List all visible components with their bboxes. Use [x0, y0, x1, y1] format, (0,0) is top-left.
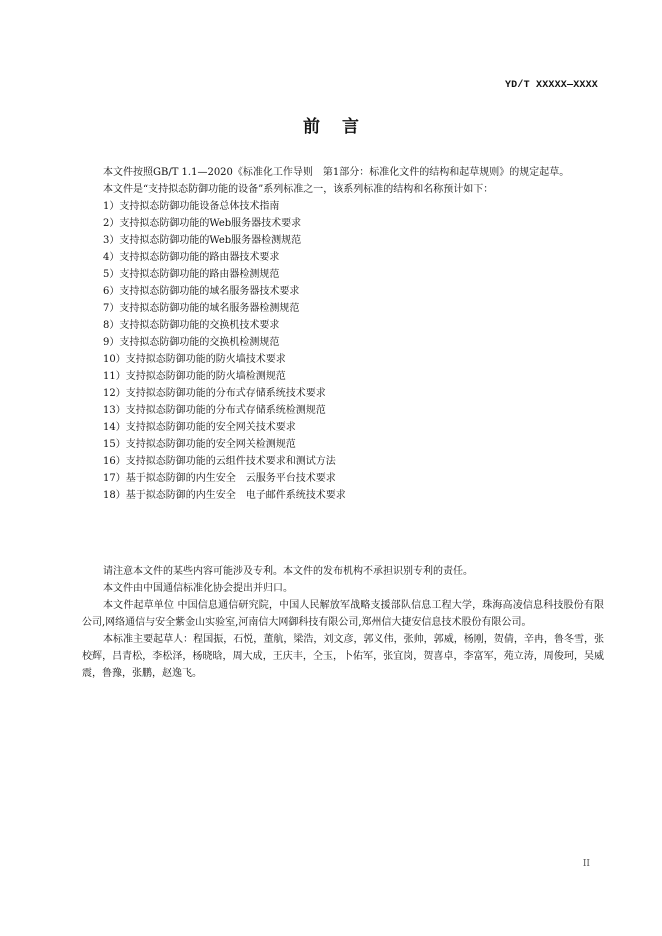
list-item: 13）支持拟态防御功能的分布式存储系统检测规范: [103, 405, 326, 416]
drafting-units: 本文件起草单位 中国信息通信研究院，中国人民解放军战略支援部队信息工程大学，珠海高凌信息科技股份有限公司,网络通信与安全紫金山实验室,河南信大网御科技有限公司,郑州信大捷安信息技术股份有限公司。: [82, 600, 604, 628]
list-item: 15）支持拟态防御功能的安全网关检测规范: [103, 439, 296, 450]
foreword-closing: [82, 563, 604, 682]
list-item: 17）基于拟态防御的内生安全 云服务平台技术要求: [103, 473, 336, 484]
series-list: [82, 198, 604, 504]
list-item: 10）支持拟态防御功能的防火墙技术要求: [103, 354, 286, 365]
page-number: II: [582, 859, 590, 869]
list-item: 14）支持拟态防御功能的安全网关技术要求: [103, 422, 296, 433]
list-item: 7）支持拟态防御功能的域名服务器检测规范: [103, 303, 300, 314]
intro-paragraph-2: 本文件是“支持拟态防御功能的设备”系列标准之一，该系列标准的结构和名称预计如下：: [103, 184, 494, 195]
document-code: YD/T XXXXX—XXXX: [504, 80, 598, 91]
list-item: 12）支持拟态防御功能的分布式存储系统技术要求: [103, 388, 326, 399]
list-item: 5）支持拟态防御功能的路由器检测规范: [103, 269, 280, 280]
list-item: 9）支持拟态防御功能的交换机检测规范: [103, 337, 280, 348]
list-item: 18）基于拟态防御的内生安全 电子邮件系统技术要求: [103, 490, 346, 501]
list-item: 1）支持拟态防御功能设备总体技术指南: [103, 201, 280, 212]
list-item: 4）支持拟态防御功能的路由器技术要求: [103, 252, 280, 263]
foreword-intro: [82, 164, 604, 504]
proposer-statement: 本文件由中国通信标准化协会提出并归口。: [103, 583, 293, 594]
list-item: 16）支持拟态防御功能的云组件技术要求和测试方法: [103, 456, 336, 467]
list-item: 6）支持拟态防御功能的域名服务器技术要求: [103, 286, 300, 297]
list-item: 2）支持拟态防御功能的Web服务器技术要求: [103, 218, 302, 229]
page-title: 前言: [303, 117, 381, 137]
intro-paragraph-1: 本文件按照GB/T 1.1—2020《标准化工作导则 第1部分：标准化文件的结构和起草规则》的规定起草。: [103, 167, 570, 178]
drafters-list: 本标准主要起草人：程国振，石悦，董航，梁浩，刘文彦，郭义伟，张帅，郭威，杨刚，贺倩，辛冉，鲁冬雪，张校辉，吕青松，李松泽，杨晓晗，周大成，王庆丰，仝玉，卜佑军，张宜岗，贺喜卓，李富军，苑立涛，周俊珂，吴威震，鲁豫，张鹏，赵逸飞。: [82, 634, 604, 679]
list-item: 11）支持拟态防御功能的防火墙检测规范: [103, 371, 286, 382]
list-item: 3）支持拟态防御功能的Web服务器检测规范: [103, 235, 302, 246]
list-item: 8）支持拟态防御功能的交换机技术要求: [103, 320, 280, 331]
patent-notice: 请注意本文件的某些内容可能涉及专利。本文件的发布机构不承担识别专利的责任。: [103, 566, 473, 577]
